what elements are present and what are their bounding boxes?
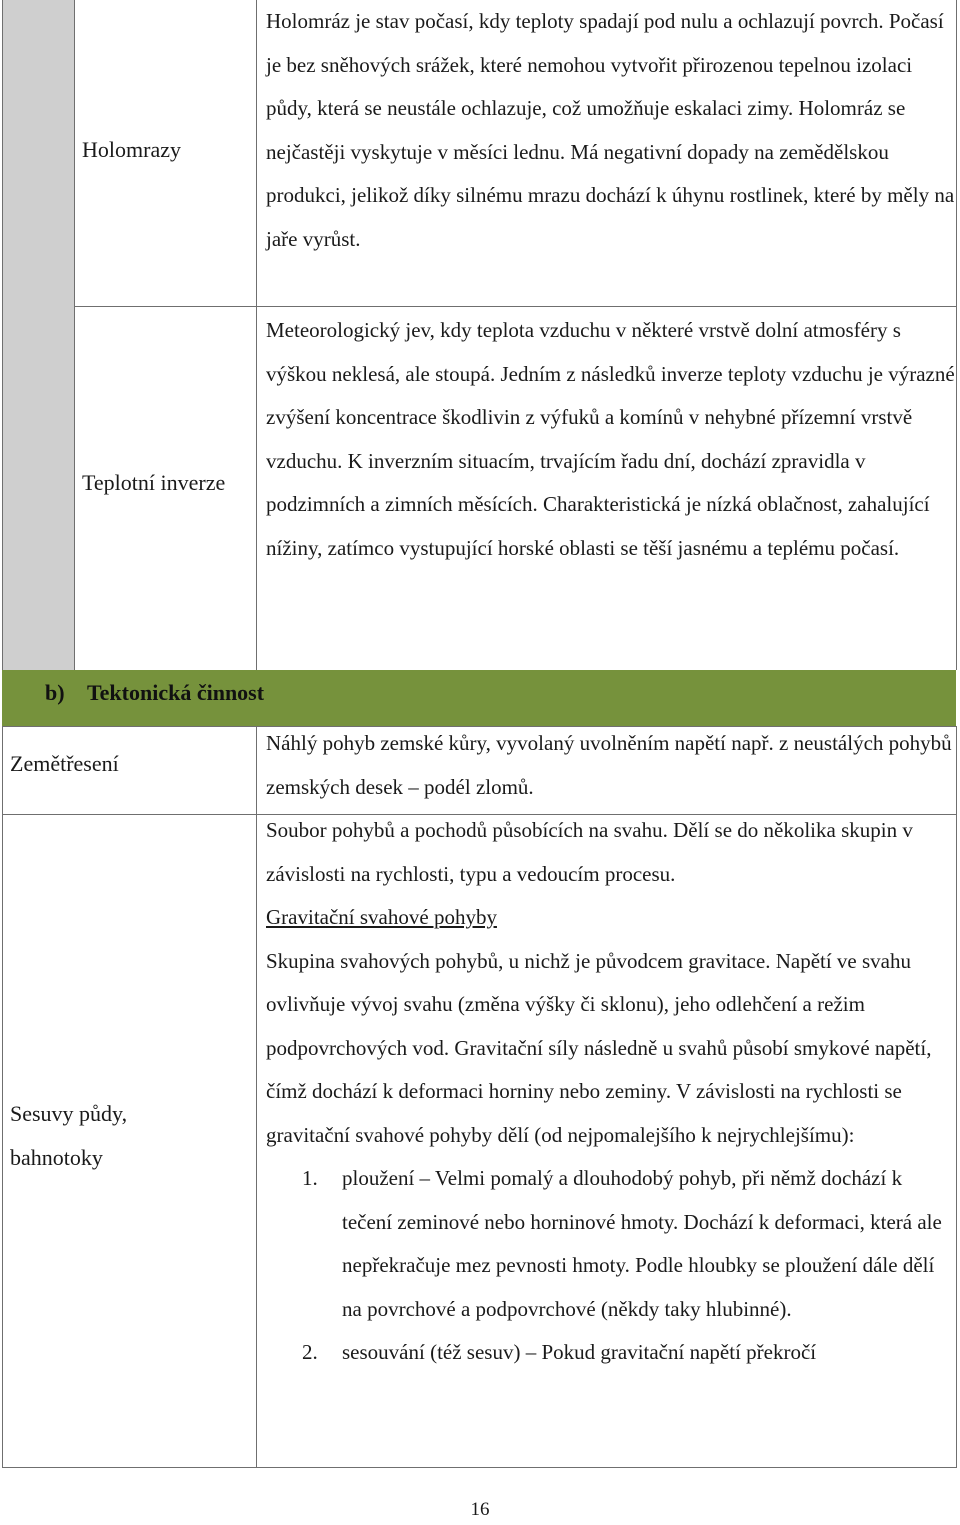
table-border <box>74 0 75 670</box>
zemetreseni-description: Náhlý pohyb zemské kůry, vyvolaný uvolněním napětí např. z neustálých pohybů zemských desek – podél zlomů. <box>266 731 952 799</box>
list-item-number: 1. <box>302 1166 318 1190</box>
table-border <box>256 0 257 670</box>
table-border <box>956 726 957 1468</box>
table-border <box>956 0 957 670</box>
list-item-number: 2. <box>302 1340 318 1364</box>
list-item <box>266 1157 956 1331</box>
row-label-sesuvy <box>10 1092 127 1179</box>
row-label-zemetreseni: Zemětřesení <box>10 751 119 776</box>
row-text-sesuvy <box>266 809 956 1375</box>
table-border <box>256 726 257 1468</box>
section-heading <box>45 676 264 710</box>
sesuvy-label-line-2: bahnotoky <box>10 1144 103 1170</box>
page-number: 16 <box>470 1499 490 1520</box>
table-border <box>2 1467 957 1468</box>
gravitacni-body: Skupina svahových pohybů, u nichž je původcem gravitace. Napětí ve svahu ovlivňuje vývoj svahu (změna výšky či sklonu), jeho odlehčení a režim podpovrchových vod. Gravitační síly následně u svahů působí smykové napětí, čímž dochází k deformaci horniny nebo zeminy. V závislosti na rychlosti se gravitační svahové pohyby dělí (od nejpomalejšího k nejrychlejšímu): <box>266 948 932 1147</box>
list-item-text: sesouvání (též sesuv) – Pokud gravitační napětí překročí <box>342 1340 817 1364</box>
section-title: Tektonická činnost <box>87 680 265 705</box>
row-text-teplotni-inverze <box>266 309 956 570</box>
inverze-description: Meteorologický jev, kdy teplota vzduchu v některé vrstvě dolní atmosféry s výškou neklesá, ale stoupá. Jedním z následků inverze teploty vzduchu je výrazné zvýšení koncentrace škodlivin z výfuků a komínů v nehybné přízemní vrstvě vzduchu. K inverzním situacím, trvajícím řadu dní, dochází zpravidla v podzimních a zimních měsících. Charakteristická je nízká oblačnost, zahalující nížiny, zatímco vystupující horské oblasti se těší jasnému a teplému počasí. <box>266 318 955 560</box>
row-text-zemetreseni <box>266 722 956 809</box>
table-border <box>74 306 957 307</box>
left-shaded-column <box>2 0 74 670</box>
sesuvy-intro: Soubor pohybů a pochodů působících na svahu. Dělí se do několika skupin v závislosti na rychlosti, typu a vedoucím procesu. <box>266 818 913 886</box>
row-label-holomrazy: Holomrazy <box>82 137 181 162</box>
list-item <box>266 1331 956 1375</box>
row-text-holomrazy <box>266 0 956 261</box>
row-label-teplotni-inverze: Teplotní inverze <box>82 470 226 495</box>
section-number: b) <box>45 680 65 705</box>
table-border <box>2 726 3 1468</box>
sesuvy-label-line-1: Sesuvy půdy, <box>10 1101 128 1126</box>
slope-movement-list <box>266 1157 956 1375</box>
holomrazy-description: Holomráz je stav počasí, kdy teploty spadají pod nulu a ochlazují povrch. Počasí je bez sněhových srážek, které nemohou vytvořit přirozenou tepelnou izolaci půdy, která se neustále ochlazuje, což umožňuje eskalaci zimy. Holomráz se nejčastěji vyskytuje v měsíci lednu. Má negativní dopady na zemědělskou produkci, jelikož díky silnému mrazu dochází k úhynu rostlinek, které by měly na jaře vyrůst. <box>266 9 955 251</box>
table-border <box>2 0 3 670</box>
gravitacni-subheading: Gravitační svahové pohyby <box>266 905 497 929</box>
list-item-text: ploužení – Velmi pomalý a dlouhodobý pohyb, při němž dochází k tečení zeminové nebo horninové hmoty. Dochází k deformaci, která ale nepřekračuje mez pevnosti hmoty. Podle hloubky se ploužení dále dělí na povrchové a podpovrchové (někdy taky hlubinné). <box>342 1166 942 1321</box>
